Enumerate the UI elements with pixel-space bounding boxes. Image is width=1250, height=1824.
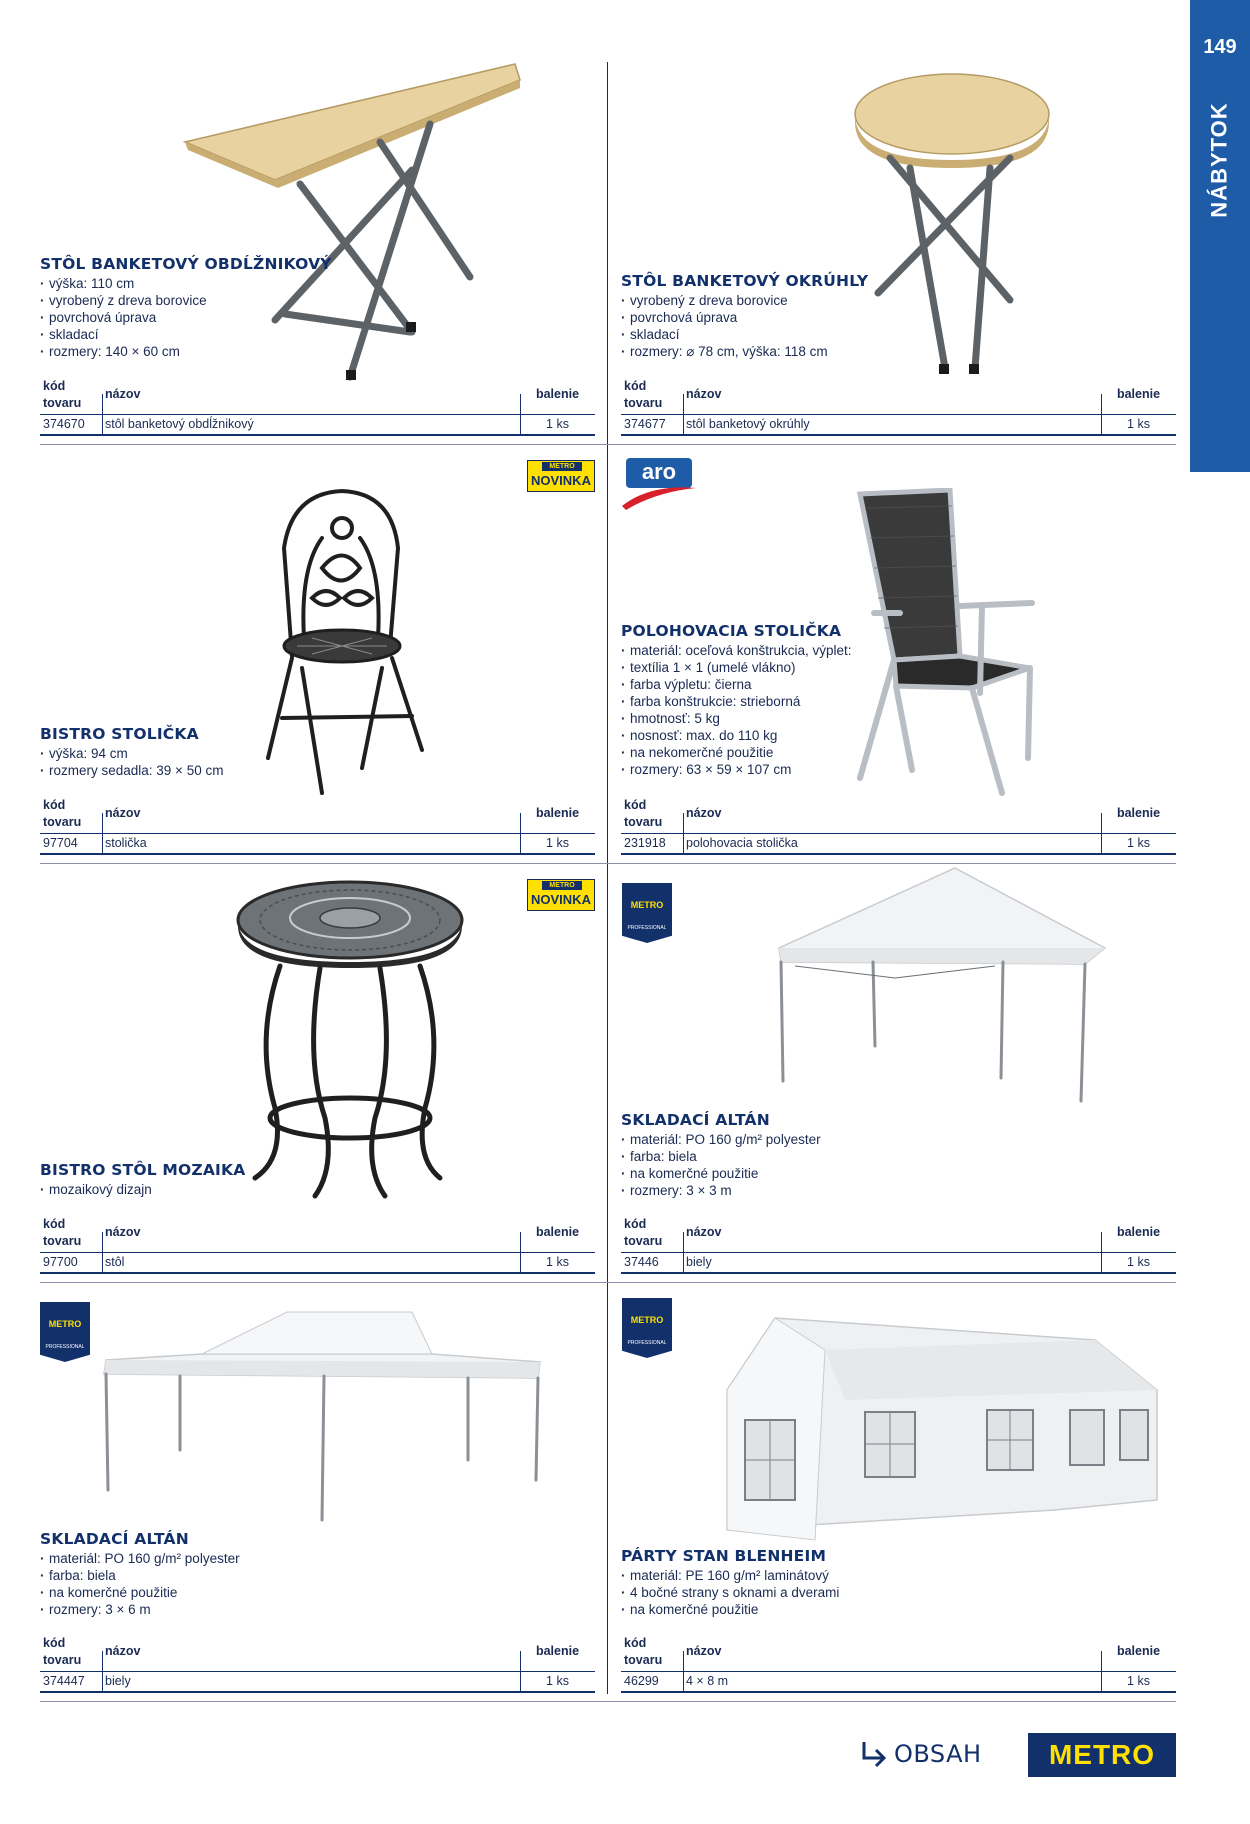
product-name: biely	[105, 1674, 131, 1688]
contents-label: OBSAH	[894, 1740, 982, 1768]
spec-item: · farba výpletu: čierna	[621, 676, 852, 693]
product-pack: 1 ks	[546, 836, 569, 850]
column-divider	[607, 62, 608, 1694]
product-specs	[621, 292, 828, 360]
metro-logo: METRO	[1028, 1733, 1176, 1777]
product-specs	[40, 1181, 152, 1198]
product-image-rect-table	[180, 52, 525, 387]
product-title: POLOHOVACIA STOLIČKA	[621, 622, 842, 640]
return-arrow-icon	[858, 1738, 890, 1770]
header-pack: balenie	[535, 806, 580, 820]
product-specs	[40, 1550, 240, 1618]
spec-item: · na nekomerčné použitie	[621, 744, 852, 761]
spec-item: · skladací	[40, 326, 207, 343]
product-name: stôl banketový okrúhly	[686, 417, 810, 431]
row-divider	[40, 1701, 1176, 1702]
contents-link[interactable]	[858, 1736, 982, 1772]
spec-item: · na komerčné použitie	[40, 1584, 240, 1601]
header-code: kód tovaru	[43, 379, 82, 410]
page-number: 149	[1203, 36, 1237, 58]
novinka-badge: METRO NOVINKA	[527, 879, 595, 911]
spec-item: · rozmery sedadla: 39 × 50 cm	[40, 762, 223, 779]
product-pack: 1 ks	[546, 1255, 569, 1269]
row-divider	[40, 863, 1176, 864]
spec-item: · materiál: PO 160 g/m² polyester	[621, 1131, 821, 1148]
product-title: SKLADACÍ ALTÁN	[621, 1111, 770, 1129]
header-name: názov	[105, 387, 141, 401]
header-pack: balenie	[535, 1644, 580, 1658]
header-name: názov	[105, 1644, 141, 1658]
spec-item: · výška: 110 cm	[40, 275, 207, 292]
spec-item: · vyrobený z dreva borovice	[621, 292, 828, 309]
header-code: kód tovaru	[624, 1636, 663, 1667]
spec-item: · výška: 94 cm	[40, 745, 223, 762]
header-pack: balenie	[1116, 1644, 1161, 1658]
header-name: názov	[686, 1644, 722, 1658]
spec-item: · rozmery: 140 × 60 cm	[40, 343, 207, 360]
product-code: 231918	[624, 836, 666, 850]
product-pack: 1 ks	[1127, 1255, 1150, 1269]
spec-item: · farba: biela	[621, 1148, 821, 1165]
product-specs	[40, 275, 207, 360]
spec-item: · textília 1 × 1 (umelé vlákno)	[621, 659, 852, 676]
header-code: kód tovaru	[43, 1636, 82, 1667]
product-table	[40, 1631, 595, 1693]
row-divider	[40, 1282, 1176, 1283]
spec-item: · farba: biela	[40, 1567, 240, 1584]
header-code: kód tovaru	[624, 379, 663, 410]
spec-item: · rozmery: ⌀ 78 cm, výška: 118 cm	[621, 343, 828, 360]
header-name: názov	[105, 1225, 141, 1239]
header-pack: balenie	[1116, 806, 1161, 820]
product-title: BISTRO STOLIČKA	[40, 725, 199, 743]
product-code: 374670	[43, 417, 85, 431]
product-pack: 1 ks	[1127, 836, 1150, 850]
header-pack: balenie	[535, 1225, 580, 1239]
spec-item: · povrchová úprava	[40, 309, 207, 326]
spec-item: · materiál: PO 160 g/m² polyester	[40, 1550, 240, 1567]
product-title: STÔL BANKETOVÝ OKRÚHLY	[621, 272, 869, 290]
header-pack: balenie	[1116, 387, 1161, 401]
header-pack: balenie	[1116, 1225, 1161, 1239]
product-name: stolička	[105, 836, 147, 850]
spec-item: · materiál: oceľová konštrukcia, výplet:	[621, 642, 852, 659]
header-name: názov	[686, 806, 722, 820]
product-title: STÔL BANKETOVÝ OBDĹŽNIKOVÝ	[40, 255, 332, 273]
product-image-round-table	[850, 68, 1055, 378]
metro-professional-badge: METRO PROFESSIONAL	[622, 883, 672, 951]
product-table	[621, 793, 1176, 855]
product-specs	[40, 745, 223, 779]
product-title: SKLADACÍ ALTÁN	[40, 1530, 189, 1548]
section-tab	[1190, 0, 1250, 472]
spec-item: · na komerčné použitie	[621, 1165, 821, 1182]
product-table	[621, 1631, 1176, 1693]
product-code: 46299	[624, 1674, 659, 1688]
product-table	[40, 1212, 595, 1274]
product-specs	[621, 642, 852, 778]
product-name: biely	[686, 1255, 712, 1269]
header-name: názov	[105, 806, 141, 820]
header-pack: balenie	[535, 387, 580, 401]
product-image-bistro-chair	[262, 488, 432, 798]
product-name: polohovacia stolička	[686, 836, 798, 850]
spec-item: · nosnosť: max. do 110 kg	[621, 727, 852, 744]
product-code: 374447	[43, 1674, 85, 1688]
spec-item: · rozmery: 3 × 6 m	[40, 1601, 240, 1618]
product-code: 97704	[43, 836, 78, 850]
product-title: BISTRO STÔL MOZAIKA	[40, 1161, 246, 1179]
product-specs	[621, 1131, 821, 1199]
spec-item: · vyrobený z dreva borovice	[40, 292, 207, 309]
header-name: názov	[686, 1225, 722, 1239]
product-image-gazebo-3x3	[775, 866, 1110, 1116]
spec-item: · skladací	[621, 326, 828, 343]
product-pack: 1 ks	[1127, 1674, 1150, 1688]
header-code: kód tovaru	[43, 1217, 82, 1248]
metro-professional-badge: METRO PROFESSIONAL	[40, 1302, 90, 1370]
spec-item: · hmotnosť: 5 kg	[621, 710, 852, 727]
product-table	[40, 374, 595, 436]
product-specs	[621, 1567, 839, 1618]
spec-item: · mozaikový dizajn	[40, 1181, 152, 1198]
product-code: 37446	[624, 1255, 659, 1269]
product-image-gazebo-3x6	[102, 1310, 542, 1525]
novinka-badge: METRO NOVINKA	[527, 460, 595, 492]
product-pack: 1 ks	[546, 417, 569, 431]
spec-item: · na komerčné použitie	[621, 1601, 839, 1618]
product-name: 4 × 8 m	[686, 1674, 729, 1688]
product-code: 374677	[624, 417, 666, 431]
product-name: stôl banketový obdĺžnikový	[105, 417, 254, 431]
product-code: 97700	[43, 1255, 78, 1269]
metro-professional-badge: METRO PROFESSIONAL	[622, 1298, 672, 1366]
spec-item: · povrchová úprava	[621, 309, 828, 326]
product-pack: 1 ks	[546, 1674, 569, 1688]
spec-item: · rozmery: 3 × 3 m	[621, 1182, 821, 1199]
product-image-mosaic-table	[235, 878, 465, 1203]
product-table	[621, 374, 1176, 436]
spec-item: · rozmery: 63 × 59 × 107 cm	[621, 761, 852, 778]
product-title: PÁRTY STAN BLENHEIM	[621, 1547, 827, 1565]
product-image-reclining-chair	[852, 488, 1037, 800]
product-name: stôl	[105, 1255, 125, 1269]
aro-badge: aro	[620, 458, 698, 510]
product-image-party-tent	[725, 1310, 1160, 1545]
header-code: kód tovaru	[624, 798, 663, 829]
spec-item: · farba konštrukcie: strieborná	[621, 693, 852, 710]
row-divider	[40, 444, 1176, 445]
header-code: kód tovaru	[43, 798, 82, 829]
spec-item: · materiál: PE 160 g/m² laminátový	[621, 1567, 839, 1584]
product-table	[40, 793, 595, 855]
spec-item: · 4 bočné strany s oknami a dverami	[621, 1584, 839, 1601]
header-name: názov	[686, 387, 722, 401]
product-table	[621, 1212, 1176, 1274]
header-code: kód tovaru	[624, 1217, 663, 1248]
product-pack: 1 ks	[1127, 417, 1150, 431]
section-title: NÁBYTOK	[1207, 102, 1233, 218]
